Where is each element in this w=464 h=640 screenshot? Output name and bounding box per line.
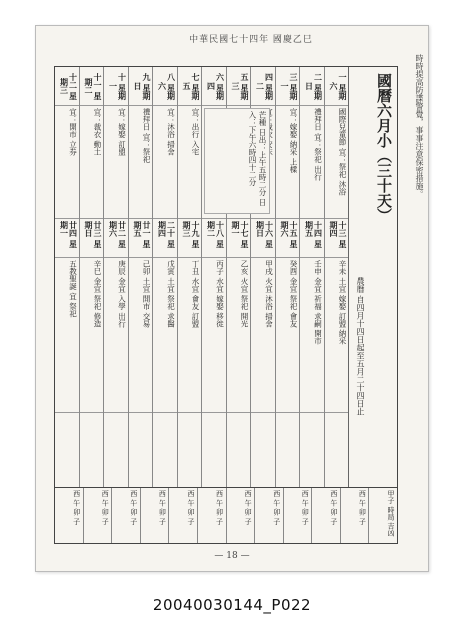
events-cell: 乙亥 火宜 祭祀 開光 — [227, 258, 251, 413]
events-cell: 宜：裁衣 動土 — [80, 106, 104, 219]
events-cell: 壬申 金宜 祈福 求嗣 開市 — [300, 258, 324, 413]
events-cell: 宜：嫁娶 訂盟 — [104, 106, 128, 219]
hour-table-cell: 西 午 卯 子 — [168, 488, 197, 543]
day-column — [128, 67, 153, 487]
hour-table-cell: 西 午 卯 子 — [72, 490, 81, 525]
lunar-subtitle: 農曆 自四月十四日起至五月二十四日止 — [356, 277, 365, 416]
hour-table-cell: 西 午 卯 子 — [197, 488, 226, 543]
date-cell: 十七 星期一 — [227, 219, 251, 258]
events-cell: 庚辰 金宜 入學 出行 — [104, 258, 128, 413]
hour-table-cell: 西 午 卯 子 — [140, 488, 169, 543]
events-cell: 丙子 水宜 嫁娶 移徙 — [202, 258, 226, 413]
events-cell: 丁丑 水宜 會友 訂盟 — [178, 258, 202, 413]
solar-term-note: 芒種 日出：上午五時二分 日入：下午六時四十二分 — [204, 108, 270, 214]
events-cell: 國際兒童節 宜：祭祀 沐浴 — [325, 106, 349, 219]
hour-table-cell: 西 午 卯 子 — [283, 488, 312, 543]
events-cell: 癸酉 金宜 祭祀 會友 — [276, 258, 300, 413]
date-cell: 十九 星期三 — [178, 219, 202, 258]
events-cell: 宜：開市 立券 — [55, 106, 79, 219]
tail-cell — [55, 413, 79, 487]
tail-cell — [153, 413, 177, 487]
tail-cell — [202, 413, 226, 487]
tail-cell — [325, 413, 349, 487]
date-cell: 廿二 星期六 — [104, 219, 128, 258]
date-cell: 十二 星期三 — [55, 67, 79, 106]
hour-table-cell: 西 午 卯 子 — [311, 488, 340, 543]
date-cell: 八 星期六 — [153, 67, 177, 106]
day-column — [177, 67, 202, 487]
date-cell: 十六 星期日 — [251, 219, 275, 258]
tail-cell — [104, 413, 128, 487]
events-cell: 禮拜日 宜：祭祀 出行 — [300, 106, 324, 219]
date-cell: 十八 星期二 — [202, 219, 226, 258]
hour-table-cell: 甲子 時局 吉凶 — [368, 488, 397, 543]
date-cell: 四 星期二 — [251, 67, 275, 106]
page-number: — 18 — — [214, 551, 250, 561]
title-column — [348, 67, 397, 487]
hour-table-cell: 西 午 卯 子 — [83, 488, 112, 543]
date-cell: 廿一 星期五 — [129, 219, 153, 258]
date-cell: 二十 星期四 — [153, 219, 177, 258]
hour-table-cell: 西 午 卯 子 — [340, 488, 369, 543]
events-cell: 宜：沐浴 掃舍 — [153, 106, 177, 219]
date-cell: 廿三 星期日 — [80, 219, 104, 258]
events-cell: 辛巳 金宜 祭祀 修造 — [80, 258, 104, 413]
date-cell: 二 星期日 — [300, 67, 324, 106]
hour-table-cell: 西 午 卯 子 — [226, 488, 255, 543]
events-cell: 己卯 土宜 開市 交易 — [129, 258, 153, 413]
day-column — [324, 67, 349, 487]
page-header: 中華民國七十四年 國慶乙巳 — [189, 35, 313, 45]
events-cell: 禮拜日 宜：祭祀 — [129, 106, 153, 219]
hour-table-cell: 西 午 卯 子 — [111, 488, 140, 543]
calendar-page — [35, 25, 429, 572]
date-cell: 十五 星期六 — [276, 219, 300, 258]
events-cell: 戊寅 土宜 祭祀 求醫 — [153, 258, 177, 413]
events-cell: 辛未 土宜 嫁娶 訂盟 納采 — [325, 258, 349, 413]
side-note: 時時提高防諜警覺，事事注意保密措施。 — [415, 54, 424, 198]
events-cell: 五教聖誕 宜 祭祀 — [55, 258, 79, 413]
events-cell: 甲戌 火宜 沐浴 掃舍 — [251, 258, 275, 413]
tail-cell — [300, 413, 324, 487]
tail-cell — [227, 413, 251, 487]
events-cell: 宜：出行 入宅 — [178, 106, 202, 219]
date-cell: 十 星期一 — [104, 67, 128, 106]
tail-cell — [80, 413, 104, 487]
date-cell: 一 星期六 — [325, 67, 349, 106]
date-cell: 十四 星期五 — [300, 219, 324, 258]
date-cell: 十一 星期二 — [80, 67, 104, 106]
date-cell: 廿四 星期一 — [55, 219, 79, 258]
tail-cell — [251, 413, 275, 487]
tail-cell — [276, 413, 300, 487]
day-column — [152, 67, 177, 487]
archive-caption: 20040030144_P022 — [152, 596, 312, 614]
hour-table-cell: 西 午 卯 子 — [254, 488, 283, 543]
month-title: 國曆六月小（三十天） — [375, 73, 393, 223]
tail-cell — [178, 413, 202, 487]
day-column — [103, 67, 128, 487]
tail-cell — [129, 413, 153, 487]
day-column — [275, 67, 300, 487]
date-cell: 十三 星期四 — [325, 219, 349, 258]
events-cell: 宜：嫁娶 納采 上樑 — [276, 106, 300, 219]
date-cell: 九 星期日 — [129, 67, 153, 106]
date-cell: 三 星期一 — [276, 67, 300, 106]
day-column — [299, 67, 324, 487]
date-cell: 七 星期五 — [178, 67, 202, 106]
day-column — [79, 67, 104, 487]
day-column — [55, 67, 79, 487]
date-cell: 六 星期四 — [202, 67, 226, 106]
hour-table — [54, 488, 398, 544]
date-cell: 五 星期三 — [227, 67, 251, 106]
